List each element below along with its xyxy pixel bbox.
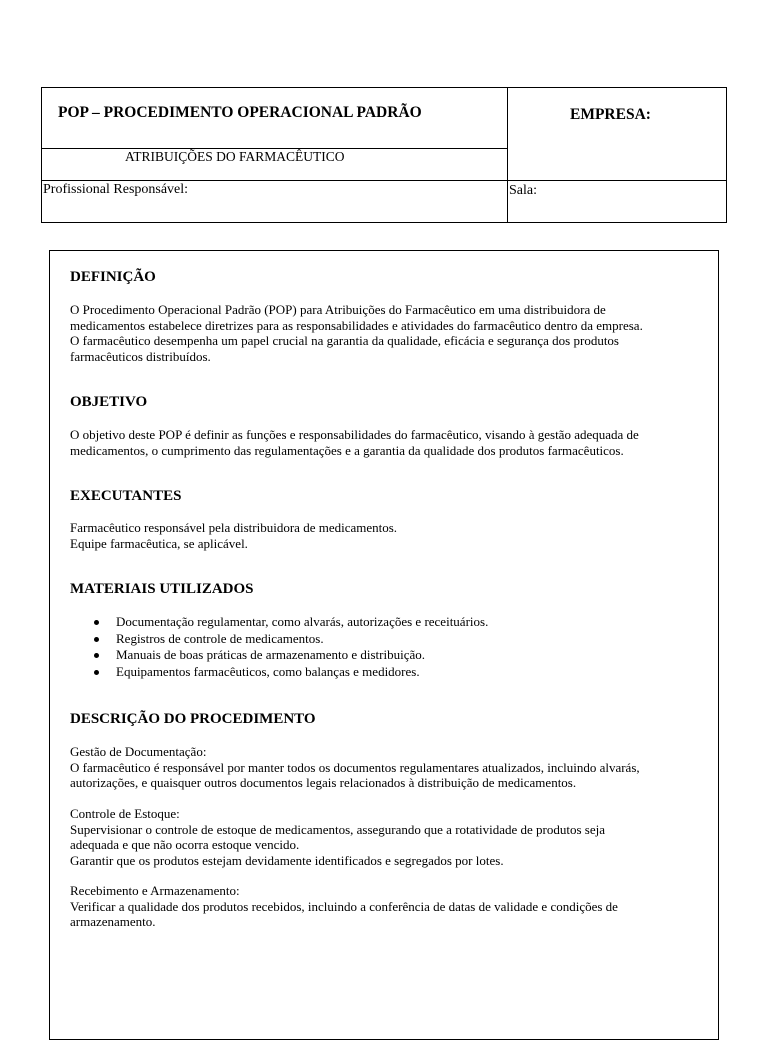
text-line: armazenamento. [70, 914, 156, 929]
text-line: O Procedimento Operacional Padrão (POP) para Atribuições do Farmacêutico em uma distribuidora de [70, 302, 606, 317]
text-line: Equipe farmacêutica, se aplicável. [70, 535, 248, 551]
list-item-text: Manuais de boas práticas de armazenamento e distribuição. [116, 647, 425, 662]
paragraph-definicao [70, 302, 710, 364]
profissional-label: Profissional Responsável: [43, 182, 189, 197]
document-subtitle: ATRIBUIÇÕES DO FARMACÊUTICO [125, 149, 345, 164]
section-title-materiais: MATERIAIS UTILIZADOS [70, 581, 254, 597]
list-item [70, 647, 710, 664]
list-item-text: Equipamentos farmacêuticos, como balanças e medidores. [116, 663, 420, 679]
text-line: Supervisionar o controle de estoque de medicamentos, assegurando que a rotatividade de produtos seja [70, 821, 606, 837]
list-item [70, 614, 710, 631]
text-line: medicamentos estabelece diretrizes para as responsabilidades e atividades do farmacêutico dentro da empresa. [70, 317, 643, 333]
sala-label: Sala: [509, 183, 537, 198]
section-title-definicao: DEFINIÇÃO [70, 269, 156, 285]
text-line: Verificar a qualidade dos produtos recebidos, incluindo a conferência de datas de validade e condições de [70, 898, 618, 914]
empresa-label: EMPRESA: [570, 106, 651, 123]
table-divider-vertical [507, 88, 508, 222]
bullet-icon [94, 637, 99, 642]
list-item-text: Documentação regulamentar, como alvarás, autorizações e receituários. [116, 614, 489, 629]
text-line: Controle de Estoque: [70, 806, 180, 821]
list-item-text: Registros de controle de medicamentos. [116, 630, 324, 646]
text-line: Farmacêutico responsável pela distribuidora de medicamentos. [70, 520, 398, 535]
section-title-descricao: DESCRIÇÃO DO PROCEDIMENTO [70, 711, 316, 727]
list-item [70, 664, 710, 681]
table-divider-row [42, 180, 726, 181]
bullet-icon [94, 670, 99, 675]
header-table [41, 87, 727, 223]
paragraph-controle [70, 806, 710, 868]
text-line: O farmacêutico desempenha um papel crucial na garantia da qualidade, eficácia e segurança dos produtos [70, 333, 619, 348]
paragraph-gestao [70, 744, 710, 791]
text-line: Garantir que os produtos estejam devidamente identificados e segregados por lotes. [70, 852, 504, 868]
text-line: autorizações, e quaisquer outros documentos legais relacionados à distribuição de medicamentos. [70, 775, 577, 790]
bullet-icon [94, 653, 99, 658]
text-line: adequada e que não ocorra estoque vencido. [70, 837, 300, 852]
section-title-executantes: EXECUTANTES [70, 488, 182, 504]
text-line: medicamentos, o cumprimento das regulamentações e a garantia da qualidade dos produtos farmacêuticos. [70, 442, 624, 458]
paragraph-recebimento [70, 883, 710, 930]
paragraph-executantes [70, 520, 710, 551]
paragraph-objetivo [70, 427, 710, 458]
text-line: Gestão de Documentação: [70, 744, 207, 759]
materiais-list [70, 614, 710, 680]
document-title: POP – PROCEDIMENTO OPERACIONAL PADRÃO [58, 104, 422, 121]
text-line: O objetivo deste POP é definir as funções e responsabilidades do farmacêutico, visando à gestão adequada de [70, 427, 639, 442]
bullet-icon [94, 620, 99, 625]
text-line: Recebimento e Armazenamento: [70, 883, 240, 898]
text-line: farmacêuticos distribuídos. [70, 348, 211, 364]
content-box [49, 250, 719, 1040]
text-line: O farmacêutico é responsável por manter todos os documentos regulamentares atualizados, incluindo alvarás, [70, 759, 640, 775]
section-title-objetivo: OBJETIVO [70, 394, 148, 410]
list-item [70, 631, 710, 648]
